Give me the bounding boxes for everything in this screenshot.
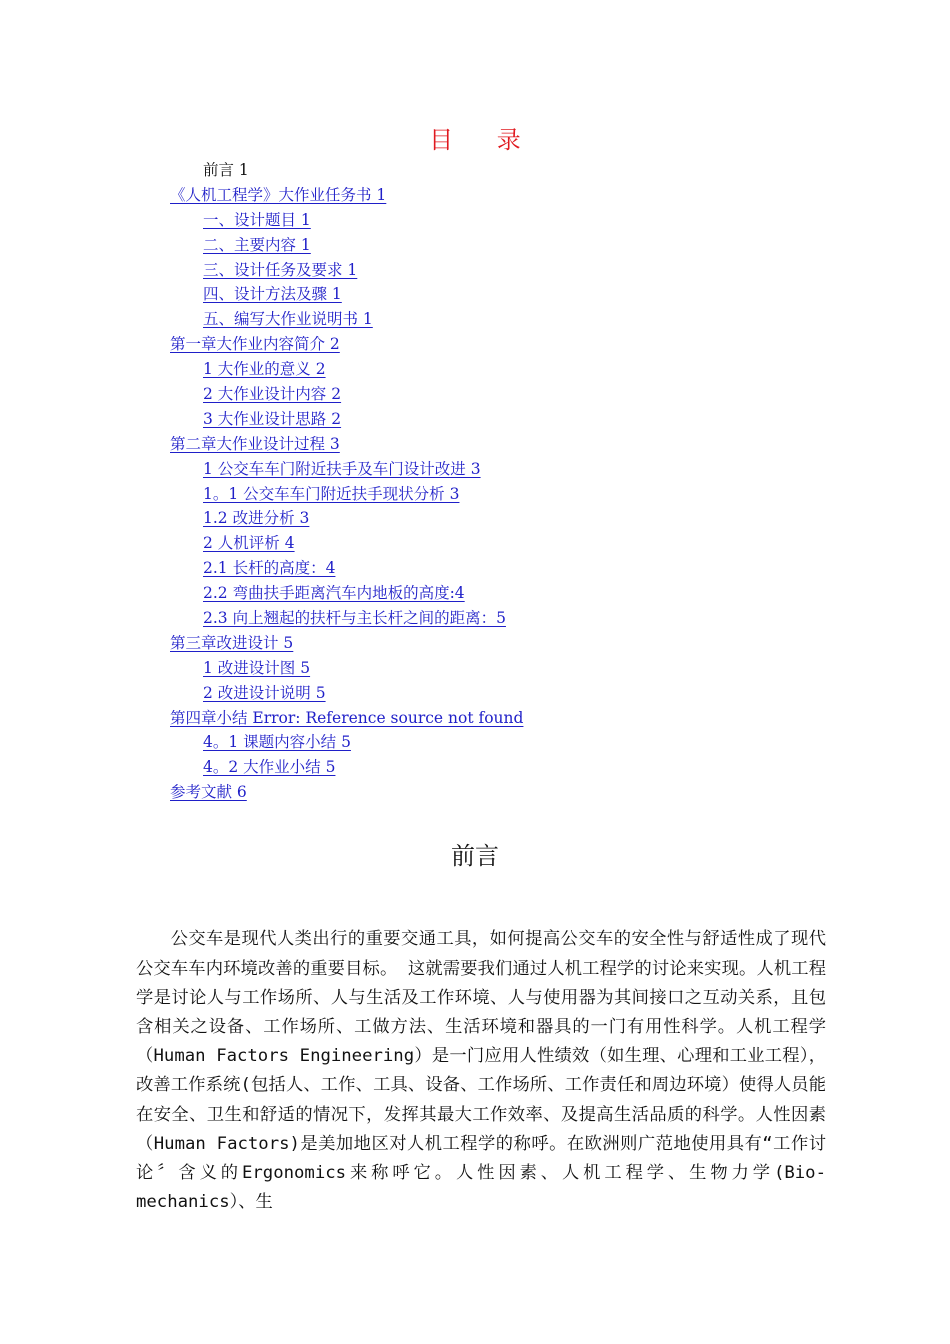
toc-link[interactable]: 三、设计任务及要求 1	[203, 260, 358, 279]
toc-link[interactable]: 2 大作业设计内容 2	[203, 385, 342, 404]
toc-entry	[0, 158, 950, 183]
toc-entry[interactable]	[0, 755, 950, 780]
preface-paragraph: 公交车是现代人类出行的重要交通工具，如何提高公交车的安全性与舒适性成了现代公交车车内环境改善的重要目标。 这就需要我们通过人机工程学的讨论来实现。人机工程学是讨论人与工作场所、人与生活及工作环境、人与使用器为其间接口之互动关系，且包含相关之设备、工作场所、工做方法、生活环境和器具的一门有用性科学。人机工程学（Human Factors Engineering）是一门应用人性绩效（如生理、心理和工业工程），改善工作系统(包括人、工作、工具、设备、工作场所、工作责任和周边环境）使得人员能在安全、卫生和舒适的情况下，发挥其最大工作效率、及提高生活品质的科学。人性因素（Human Factors)是美加地区对人机工程学的称呼。在欧洲则广范地使用具有“工作讨论〞含义的Ergonomics来称呼它。人性因素、人机工程学、生物力学(Bio-mechanics）、生	[136, 929, 826, 1213]
toc-link[interactable]: 2.2 弯曲扶手距离汽车内地板的高度:4	[203, 584, 465, 603]
toc-entry[interactable]	[0, 258, 950, 283]
toc-link[interactable]: 一、设计题目 1	[203, 210, 311, 229]
toc-entry[interactable]	[0, 606, 950, 631]
toc-link[interactable]: 第四章小结 Error: Reference source not found	[170, 708, 524, 727]
toc-entry[interactable]	[0, 407, 950, 432]
toc-entry[interactable]	[0, 780, 950, 805]
toc-link[interactable]: 2.3 向上翘起的扶杆与主长杆之间的距离：5	[203, 609, 506, 628]
toc-link[interactable]: 四、设计方法及骤 1	[203, 285, 342, 304]
toc-link[interactable]: 1 公交车车门附近扶手及车门设计改进 3	[203, 459, 481, 478]
toc-link[interactable]: 《人机工程学》大作业任务书 1	[170, 185, 387, 204]
toc-entry[interactable]	[0, 208, 950, 233]
toc-link[interactable]: 2 改进设计说明 5	[203, 683, 326, 702]
toc-entry[interactable]	[0, 581, 950, 606]
toc-link[interactable]: 第三章改进设计 5	[170, 633, 294, 652]
toc-entry[interactable]	[0, 382, 950, 407]
toc-entry[interactable]	[0, 730, 950, 755]
toc-entry[interactable]	[0, 432, 950, 457]
toc-link[interactable]: 第二章大作业设计过程 3	[170, 434, 340, 453]
toc-entry[interactable]	[0, 183, 950, 208]
toc-entry[interactable]	[0, 233, 950, 258]
toc-link[interactable]: 4。1 课题内容小结 5	[203, 733, 351, 752]
toc-entry[interactable]	[0, 506, 950, 531]
toc-entry[interactable]	[0, 706, 950, 731]
toc-link[interactable]: 1。1 公交车车门附近扶手现状分析 3	[203, 484, 460, 503]
toc-link[interactable]: 1 大作业的意义 2	[203, 360, 326, 379]
toc-title: 目 录	[429, 126, 539, 154]
section-title: 前言	[451, 842, 499, 870]
toc-entry[interactable]	[0, 307, 950, 332]
toc-entry[interactable]	[0, 457, 950, 482]
toc-entry[interactable]	[0, 531, 950, 556]
toc-link[interactable]: 二、主要内容 1	[203, 235, 311, 254]
toc-link[interactable]: 4。2 大作业小结 5	[203, 758, 336, 777]
toc-entry[interactable]	[0, 681, 950, 706]
toc-link[interactable]: 参考文献 6	[170, 783, 247, 802]
toc-link[interactable]: 1 改进设计图 5	[203, 658, 311, 677]
toc-link[interactable]: 五、编写大作业说明书 1	[203, 310, 373, 329]
toc-link[interactable]: 2.1 长杆的高度：4	[203, 559, 336, 578]
toc-entry[interactable]	[0, 357, 950, 382]
toc-link[interactable]: 3 大作业设计思路 2	[203, 409, 342, 428]
toc-entry[interactable]	[0, 556, 950, 581]
toc-entry[interactable]	[0, 282, 950, 307]
toc-entry[interactable]	[0, 656, 950, 681]
toc-link[interactable]: 第一章大作业内容简介 2	[170, 335, 340, 354]
toc-entry[interactable]	[0, 631, 950, 656]
toc-link[interactable]: 1.2 改进分析 3	[203, 509, 310, 528]
toc-text: 前言 1	[203, 161, 249, 179]
toc-entry[interactable]	[0, 482, 950, 507]
toc-entry[interactable]	[0, 332, 950, 357]
table-of-contents	[0, 158, 950, 805]
toc-link[interactable]: 2 人机评析 4	[203, 534, 295, 553]
